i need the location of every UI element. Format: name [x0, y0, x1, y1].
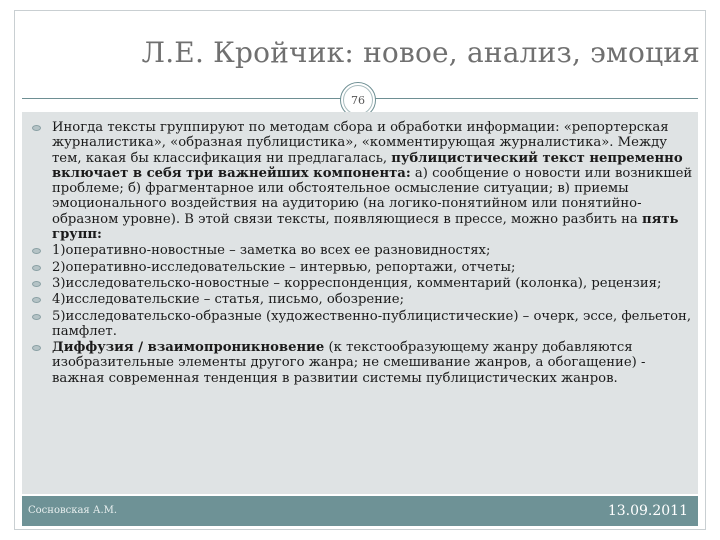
bullet-icon: [32, 248, 41, 254]
bullet-item: [26, 120, 700, 242]
bullet-item: [26, 243, 700, 258]
slide-title: Л.Е. Кройчик: новое, анализ, эмоция: [141, 36, 700, 69]
footer-author: Сосновская А.М.: [28, 505, 118, 516]
bullet-icon: [32, 125, 41, 131]
bullet-icon: [32, 281, 41, 287]
bullet-list: [26, 120, 700, 387]
page-number: 76: [351, 93, 365, 107]
bullet-icon: [32, 314, 41, 320]
bullet-icon: [32, 345, 41, 351]
bullet-text: (к текстообразующему жанру добавляются изобразительные элементы другого жанра; не смешивание жанров, а обогащение) - важная современная тенденция в развитии системы публицистических жанров.: [52, 340, 646, 386]
bullet-item: [26, 340, 700, 386]
footer-date: 13.09.2011: [607, 503, 688, 519]
bullet-icon: [32, 265, 41, 271]
bullet-item: [26, 309, 700, 340]
bullet-item: [26, 292, 700, 307]
bullet-text: Иногда тексты группируют по методам сбора и обработки информации: «репортерская журналистика», «образная публицистика», «комментирующая журналистика». Между тем, какая бы классификация ни предлагалась,: [52, 120, 669, 166]
bullet-text: 5)исследовательско-образные (художественно-публицистические) – очерк, эссе, фельетон, памфлет.: [52, 308, 692, 339]
bullet-item: [26, 260, 700, 275]
bullet-text: 1)оперативно-новостные – заметка во всех ее разновидностях;: [52, 243, 491, 259]
bullet-bold-text: пять групп:: [52, 211, 679, 243]
bullet-icon: [32, 297, 41, 303]
bullet-text: 4)исследовательские – статья, письмо, обозрение;: [52, 292, 405, 308]
bullet-text: 2)оперативно-исследовательские – интервью, репортажи, отчеты;: [52, 259, 516, 275]
bullet-bold-text: публицистический текст непременно включает в себя три важнейших компонента:: [52, 150, 683, 181]
bullet-item: [26, 276, 700, 291]
bullet-bold-text: Диффузия / взаимопроникновение: [52, 340, 325, 356]
bullet-text: а) сообщение о новости или возникшей проблеме; б) фрагментарное или обстоятельное осмысление ситуации; в) приемы эмоционального воздействия на аудиторию (на логико-понятийном или понятийно-образном уровне). В этой связи тексты, появляющиеся в прессе, можно разбить на: [52, 165, 693, 227]
footer-bar: [22, 496, 698, 526]
bullet-text: 3)исследовательско-новостные – корреспонденция, комментарий (колонка), рецензия;: [52, 275, 662, 291]
